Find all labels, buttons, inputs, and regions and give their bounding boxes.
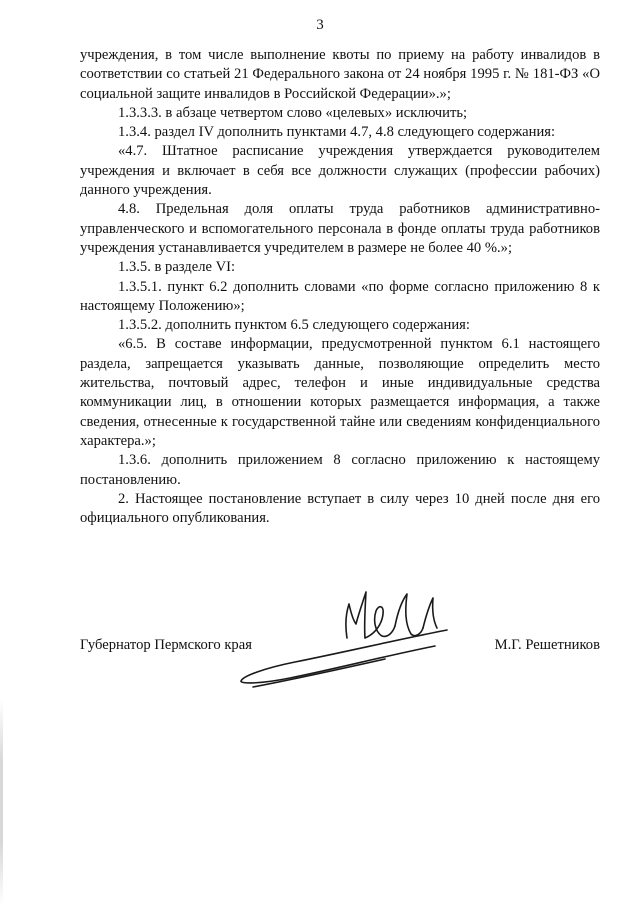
- paragraph: 1.3.4. раздел IV дополнить пунктами 4.7, 4.8 следующего содержания:: [118, 124, 556, 141]
- paragraph: 1.3.5.2. дополнить пунктом 6.5 следующего содержания:: [118, 317, 470, 334]
- paragraph: учреждения, в том числе выполнение квоты по приему на работу инвалидов в соответствии со статьей 21 Федерального закона от 24 ноября 1995 г. № 181-ФЗ «О социальной защите инвалидов в Российской Федерации».»;: [80, 47, 600, 102]
- paragraph: 4.8. Предельная доля оплаты труда работников административно-управленческого и вспомогательного персонала в фонде оплаты труда работников учреждения устанавливается учредителем в размере не более 40 %.»;: [80, 201, 600, 256]
- paragraph: 1.3.3.3. в абзаце четвертом слово «целевых» исключить;: [118, 104, 468, 121]
- paragraph: 1.3.5. в разделе VI:: [118, 259, 236, 276]
- signer-name: М.Г. Решетников: [494, 637, 600, 653]
- page-number: 3: [316, 17, 324, 33]
- paragraph: «6.5. В составе информации, предусмотренной пунктом 6.1 настоящего раздела, запрещается указывать данные, позволяющие определить место жительства, почтовый адрес, телефон и иные индивидуальные средства коммуникации лиц, в отношении которых размещается информация, а также сведения, отнесенные к государственной тайне или сведениям конфиденциального характера.»;: [80, 336, 600, 449]
- signature-block: [80, 580, 600, 700]
- paragraph: «4.7. Штатное расписание учреждения утверждается руководителем учреждения и включает в себя все должности служащих (профессии рабочих) данного учреждения.: [80, 143, 600, 199]
- paragraph: 1.3.6. дополнить приложением 8 согласно приложению к настоящему постановлению.: [80, 452, 600, 488]
- paragraph: 2. Настоящее постановление вступает в силу через 10 дней после дня его официального опубликования.: [80, 490, 600, 527]
- scan-edge-shadow: [0, 700, 3, 905]
- paragraph: 1.3.5.1. пункт 6.2 дополнить словами «по форме согласно приложению 8 к настоящему Положению»;: [80, 278, 600, 314]
- signer-position: Губернатор Пермского края: [80, 637, 252, 653]
- document-body: [80, 46, 600, 528]
- handwritten-signature: [235, 580, 465, 695]
